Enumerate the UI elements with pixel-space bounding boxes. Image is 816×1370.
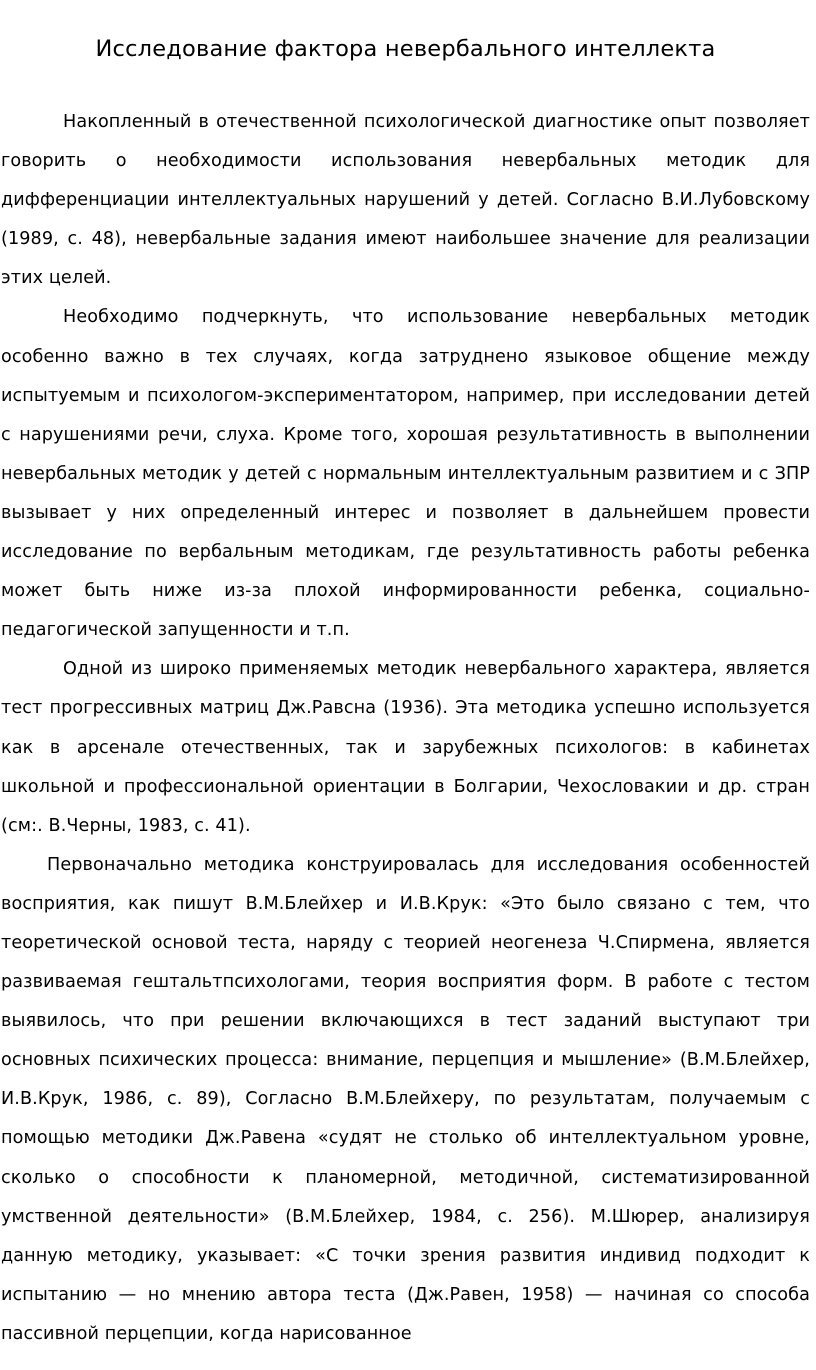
paragraph-3: Одной из широко применяемых методик невербального характера, является тест прогрессивных матриц Дж.Равсна (1936). Эта методика успешно используется как в арсенале отечественных, так и зарубежных психологов: в кабинетах школьной и профессиональной ориентации в Болгарии, Чехословакии и др. стран (см:. В.Черны, 1983, с. 41).	[1, 659, 810, 836]
paragraph-2: Необходимо подчеркнуть, что использование невербальных методик особенно важно в тех случаях, когда затруднено языковое общение между испытуемым и психологом-экспериментатором, например, при исследовании детей с нарушениями речи, слуха. Кроме того, хорошая результативность в выполнении невербальных методик у детей с нормальным интеллектуальным развитием и с ЗПР вызывает у них определенный интерес и позволяет в дальнейшем провести исследование по вербальным методикам, где результативность работы ребенка может быть ниже из-за плохой информированности ребенка, социально-педагогической запущенности и т.п.	[1, 307, 810, 641]
document-body	[1, 103, 810, 1354]
paragraph-4: Первоначально методика конструировалась для исследования особенностей восприятия, как пишут В.М.Блейхер и И.В.Крук: «Это было связано с тем, что теоретической основой теста, наряду с теорией неогенеза Ч.Спирмена, является развиваемая гештальтпсихологами, теория восприятия форм. В работе с тестом выявилось, что при решении включающихся в тест заданий выступают три основных психических процесса: внимание, перцепция и мышление» (В.М.Блейхер, И.В.Крук, 1986, с. 89), Согласно В.М.Блейхеру, по результатам, получаемым с помощью методики Дж.Равена «судят не столько об интеллектуальном уровне, сколько о способности к планомерной, методичной, систематизированной умственной деятельности» (В.М.Блейхер, 1984, с. 256). М.Шюрер, анализируя данную методику, указывает: «С точки зрения развития индивид подходит к испытанию — но мнению автора теста (Дж.Равен, 1958) — начиная со способа пассивной перцепции, когда нарисованное	[1, 854, 810, 1344]
paragraph-1: Накопленный в отечественной психологической диагностике опыт позволяет говорить о необходимости использования невербальных методик для дифференциации интеллектуальных нарушений у детей. Согласно В.И.Лубовскому (1989, с. 48), невербальные задания имеют наибольшее значение для реализации этих целей.	[1, 112, 810, 289]
document-title: Исследование фактора невербального интеллекта	[95, 36, 716, 62]
